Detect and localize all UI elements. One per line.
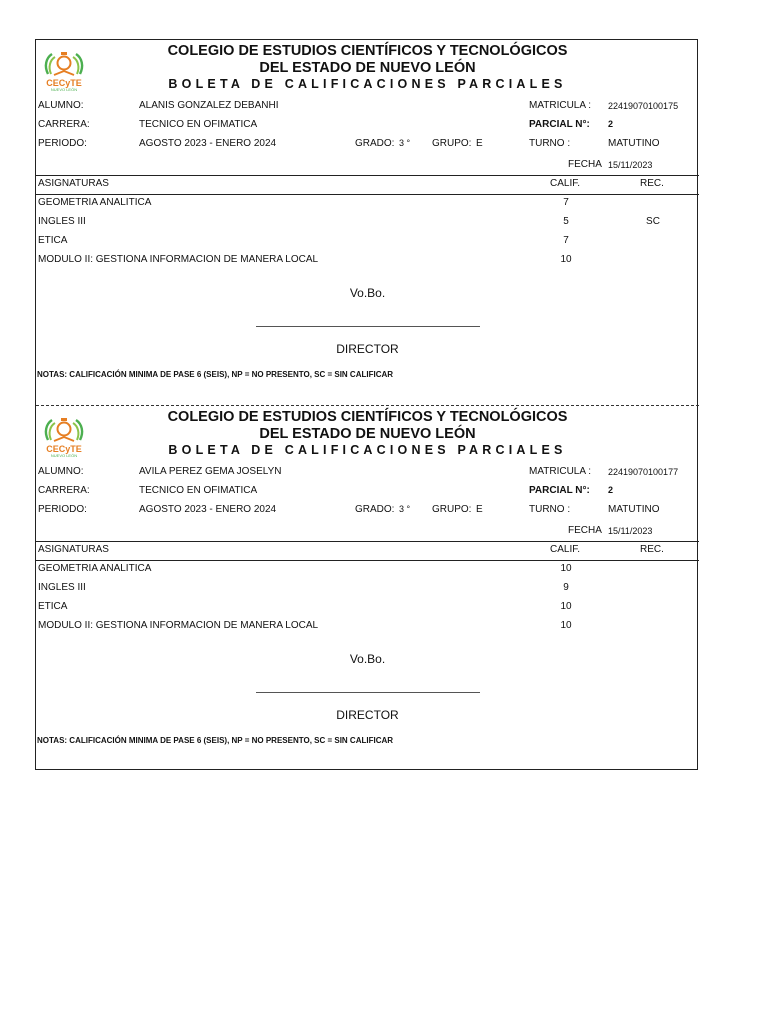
label-grupo: GRUPO: [432,138,472,149]
matricula-value: 22419070100177 [608,467,679,477]
logo-text: CECyTE [46,78,82,88]
grading-notes: NOTAS: CALIFICACIÓN MINIMA DE PASE 6 (SEIS), NP = NO PRESENTO, SC = SIN CALIFICAR [37,370,394,379]
label-periodo: PERIODO: [38,138,87,149]
turno-value: MATUTINO [608,138,660,149]
school-name-line2: DEL ESTADO DE NUEVO LEÓN [259,426,476,442]
header-asignaturas: ASIGNATURAS [38,178,109,189]
vobo-label: Vo.Bo. [349,652,386,666]
signature-line [256,326,480,327]
report-subtitle: BOLETA DE CALIFICACIONES PARCIALES [168,77,567,91]
label-grado: GRADO: [355,504,395,515]
parcial-value: 2 [608,119,614,129]
header-calif: CALIF. [550,544,581,555]
subject-name: GEOMETRIA ANALITICA [38,197,152,208]
school-name-line1: COLEGIO DE ESTUDIOS CIENTÍFICOS Y TECNOLÓGICOS [167,409,568,425]
label-matricula: MATRICULA : [529,100,592,111]
subject-calif: 10 [560,563,572,574]
label-turno: TURNO : [529,504,571,515]
school-name-line1: COLEGIO DE ESTUDIOS CIENTÍFICOS Y TECNOLÓGICOS [167,43,568,59]
subject-name: ETICA [38,235,68,246]
subject-name: MODULO II: GESTIONA INFORMACION DE MANERA LOCAL [38,620,319,631]
label-turno: TURNO : [529,138,571,149]
subject-calif: 10 [560,601,572,612]
subject-calif: 9 [563,582,569,593]
school-name-line2: DEL ESTADO DE NUEVO LEÓN [259,60,476,76]
subject-calif: 7 [563,235,569,246]
subject-calif: 7 [563,197,569,208]
label-periodo: PERIODO: [38,504,87,515]
subject-calif: 10 [560,254,572,265]
parcial-value: 2 [608,485,614,495]
label-alumno: ALUMNO: [38,466,84,477]
periodo-value: AGOSTO 2023 - ENERO 2024 [139,138,277,149]
carrera-value: TECNICO EN OFIMATICA [139,119,258,130]
label-fecha: FECHA [568,525,602,536]
grupo-value: E [476,504,483,515]
subject-name: INGLES III [38,216,86,227]
director-label: DIRECTOR [336,708,399,722]
subject-name: GEOMETRIA ANALITICA [38,563,152,574]
fecha-value: 15/11/2023 [608,160,653,170]
label-grado: GRADO: [355,138,395,149]
grado-value: 3 ° [399,504,411,514]
subject-name: MODULO II: GESTIONA INFORMACION DE MANERA LOCAL [38,254,319,265]
carrera-value: TECNICO EN OFIMATICA [139,485,258,496]
turno-value: MATUTINO [608,504,660,515]
logo-subtext: NUEVO LEÓN [50,453,78,458]
table-top-rule [36,541,699,542]
label-parcial: PARCIAL N°: [529,119,590,130]
subject-name: INGLES III [38,582,86,593]
label-fecha: FECHA [568,159,602,170]
periodo-value: AGOSTO 2023 - ENERO 2024 [139,504,277,515]
header-asignaturas: ASIGNATURAS [38,544,109,555]
matricula-value: 22419070100175 [608,101,679,111]
header-rec: REC. [640,544,664,555]
label-carrera: CARRERA: [38,485,90,496]
table-top-rule [36,175,699,176]
vobo-label: Vo.Bo. [349,286,386,300]
logo-subtext: NUEVO LEÓN [50,87,78,92]
label-parcial: PARCIAL N°: [529,485,590,496]
grade-slip [36,40,699,406]
report-subtitle: BOLETA DE CALIFICACIONES PARCIALES [168,443,567,457]
report-sheet [35,39,698,770]
label-matricula: MATRICULA : [529,466,592,477]
subject-calif: 5 [563,216,569,227]
student-name: ALANIS GONZALEZ DEBANHI [139,100,279,111]
grupo-value: E [476,138,483,149]
table-header-rule [36,194,699,195]
logo-text: CECyTE [46,444,82,454]
grado-value: 3 ° [399,138,411,148]
label-grupo: GRUPO: [432,504,472,515]
label-carrera: CARRERA: [38,119,90,130]
subject-rec: SC [646,216,660,227]
header-calif: CALIF. [550,178,581,189]
subject-name: ETICA [38,601,68,612]
fecha-value: 15/11/2023 [608,526,653,536]
student-name: AVILA PEREZ GEMA JOSELYN [139,466,282,477]
director-label: DIRECTOR [336,342,399,356]
subject-calif: 10 [560,620,572,631]
table-header-rule [36,560,699,561]
grade-slip [36,406,699,772]
grading-notes: NOTAS: CALIFICACIÓN MINIMA DE PASE 6 (SEIS), NP = NO PRESENTO, SC = SIN CALIFICAR [37,736,394,745]
signature-line [256,692,480,693]
label-alumno: ALUMNO: [38,100,84,111]
header-rec: REC. [640,178,664,189]
